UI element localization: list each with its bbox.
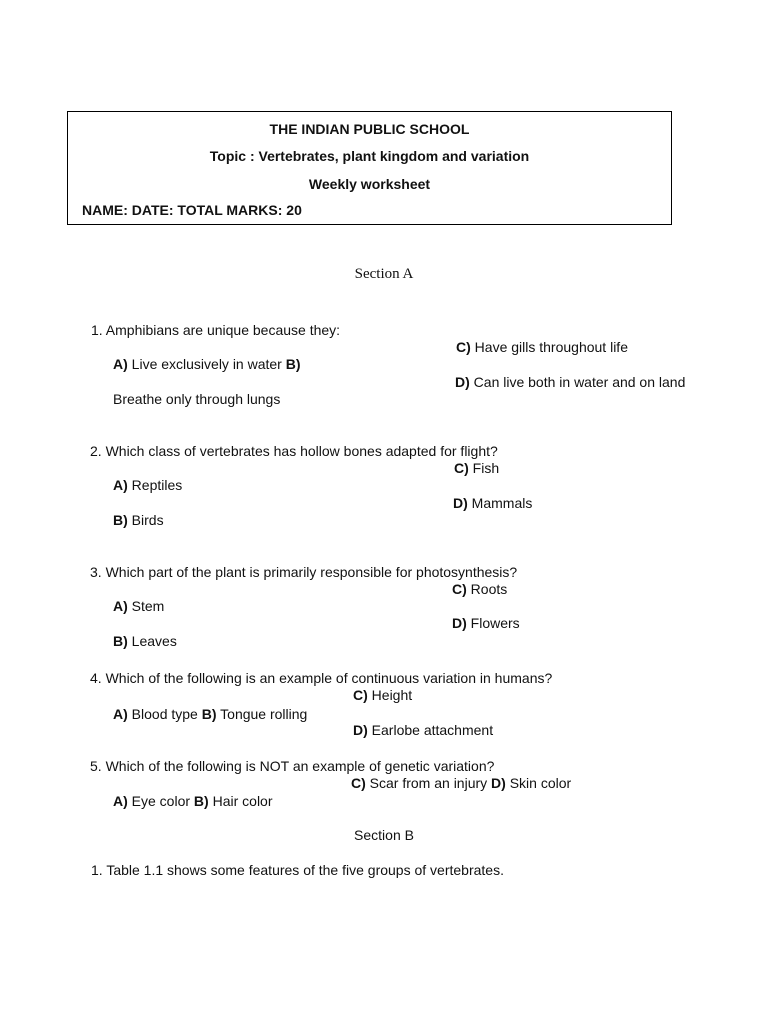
option-c: C) Have gills throughout life [456, 339, 628, 355]
option-b: B) Birds [113, 512, 164, 528]
option-a: A) Stem [113, 598, 165, 614]
topic-line: Topic : Vertebrates, plant kingdom and variation [209, 148, 530, 164]
option-b: B) Leaves [113, 633, 177, 649]
option-c: C) Roots [452, 581, 508, 597]
option-a-b: A) Eye color B) Hair color [113, 793, 273, 809]
name-date-marks: NAME: DATE: TOTAL MARKS: 20 [82, 202, 302, 218]
option-c-d: C) Scar from an injury D) Skin color [351, 775, 572, 791]
option-d: D) Earlobe attachment [353, 722, 494, 738]
section-a-title: Section A [354, 266, 414, 282]
question-text: 3. Which part of the plant is primarily responsible for photosynthesis? [90, 564, 518, 580]
section-b-question-1: 1. Table 1.1 shows some features of the five groups of vertebrates. [91, 862, 504, 878]
option-a-b: A) Blood type B) Tongue rolling [113, 706, 308, 722]
question-text: 1. Amphibians are unique because they: [91, 322, 341, 338]
option-a: A) Reptiles [113, 477, 183, 493]
option-d: D) Flowers [452, 615, 520, 631]
school-name: THE INDIAN PUBLIC SCHOOL [269, 121, 470, 137]
option-a: A) Live exclusively in water B) [113, 356, 301, 372]
worksheet-header [67, 111, 672, 225]
question-text: 4. Which of the following is an example of continuous variation in humans? [90, 670, 553, 686]
option-b: Breathe only through lungs [113, 391, 281, 407]
option-d: D) Mammals [453, 495, 533, 511]
question-text: 5. Which of the following is NOT an example of genetic variation? [90, 758, 495, 774]
question-text: 2. Which class of vertebrates has hollow bones adapted for flight? [90, 443, 498, 459]
option-c: C) Height [353, 687, 413, 703]
option-c: C) Fish [454, 460, 500, 476]
option-d: D) Can live both in water and on land [455, 374, 686, 390]
worksheet-subtitle: Weekly worksheet [308, 176, 431, 192]
section-b-title: Section B [354, 827, 414, 843]
